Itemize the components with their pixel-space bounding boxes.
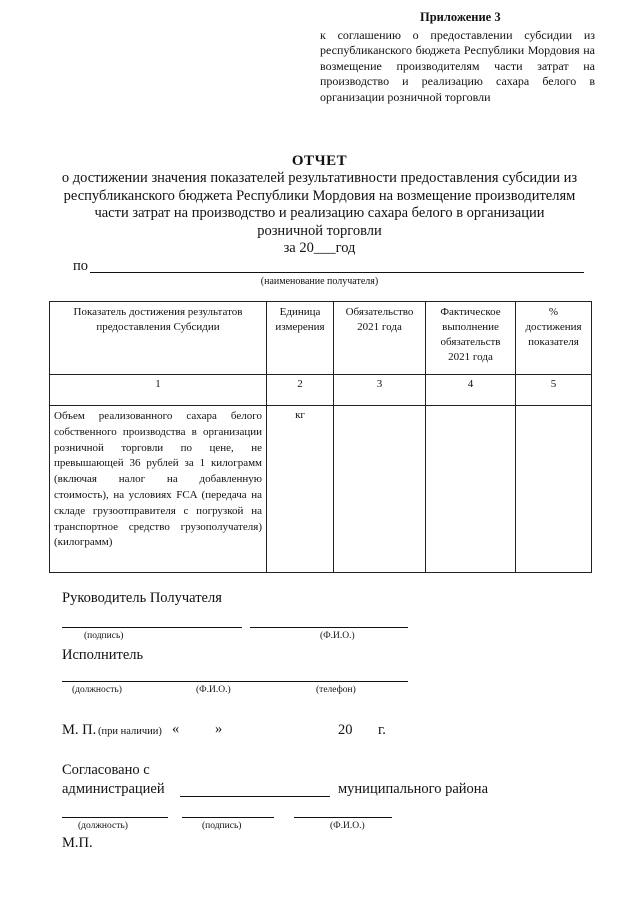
table-row: [50, 406, 592, 573]
cell-unit: кг: [267, 406, 334, 573]
executor-label: Исполнитель: [62, 647, 144, 663]
head-signature-line[interactable]: [62, 627, 242, 628]
header-indicator: Показатель достижения результатов предоставления Субсидии: [50, 302, 267, 375]
recipient-line[interactable]: [90, 272, 584, 273]
header-actual: Фактическое выполнение обязательств 2021 года: [426, 302, 516, 375]
recipient-prefix: по: [73, 258, 89, 274]
mp-note: (при наличии): [98, 726, 162, 737]
report-year: за 20___год: [283, 240, 356, 256]
header-percent: % достижения показателя: [516, 302, 592, 375]
col-number-3: 3: [334, 375, 426, 406]
executor-line[interactable]: [62, 681, 408, 682]
appendix-text: к соглашению о предоставлении субсидии из республиканского бюджета Республики Мордовия на возмещение производителям части затрат на производство и реализацию сахара белого в организации розничной торговли: [320, 28, 595, 104]
head-fio-line[interactable]: [250, 627, 408, 628]
admin-label: администрацией: [62, 781, 165, 797]
executor-fio-caption: (Ф.И.О.): [196, 685, 231, 695]
agreed-fio-line[interactable]: [294, 817, 392, 818]
header-unit: Единица измерения: [267, 302, 334, 375]
col-number-4: 4: [426, 375, 516, 406]
quote-open: «: [172, 721, 180, 737]
report-title: ОТЧЕТ: [291, 153, 348, 169]
quote-close: »: [215, 721, 223, 737]
district-label: муниципального района: [338, 781, 488, 797]
indicator-table: [49, 301, 592, 573]
agreed-label: Согласовано с: [62, 762, 150, 778]
table-number-row: [50, 375, 592, 406]
col-number-2: 2: [267, 375, 334, 406]
agreed-signature-line[interactable]: [182, 817, 274, 818]
head-label: Руководитель Получателя: [62, 590, 222, 606]
recipient-caption: (наименование получателя): [260, 276, 379, 287]
agreed-signature-caption: (подпись): [202, 821, 242, 831]
head-signature-caption: (подпись): [84, 631, 124, 641]
table-header-row: [50, 302, 592, 375]
report-subtitle: о достижении значения показателей результативности предоставления субсидии из республиканского бюджета Республики Мордовия на возмещение производителям части затрат на производство и реализацию сахара белого в организации розничной торговли: [61, 170, 578, 239]
year-prefix: 20: [338, 722, 353, 738]
head-fio-caption: (Ф.И.О.): [320, 631, 355, 641]
agreed-position-line[interactable]: [62, 817, 168, 818]
col-number-5: 5: [516, 375, 592, 406]
executor-position-caption: (должность): [72, 685, 122, 695]
year-suffix: г.: [378, 722, 386, 738]
mp-label: М. П.: [62, 722, 97, 738]
header-obligation: Обязательство 2021 года: [334, 302, 426, 375]
agreed-fio-caption: (Ф.И.О.): [330, 821, 365, 831]
executor-phone-caption: (телефон): [316, 685, 356, 695]
cell-percent[interactable]: [516, 406, 592, 573]
col-number-1: 1: [50, 375, 267, 406]
cell-indicator: Объем реализованного сахара белого собственного производства в организации розничной торговли по цене, не превышающей 36 рублей за 1 килограмм (включая налог на добавленную стоимость), на условиях FCA (передача на складе грузоотправителя с погрузкой на транспортное средство грузополучателя) (килограмм): [50, 406, 267, 573]
appendix-title: Приложение 3: [420, 10, 501, 24]
cell-obligation[interactable]: [334, 406, 426, 573]
district-name-line[interactable]: [180, 796, 330, 797]
agreed-position-caption: (должность): [78, 821, 128, 831]
cell-actual[interactable]: [426, 406, 516, 573]
final-mp: М.П.: [62, 835, 93, 851]
